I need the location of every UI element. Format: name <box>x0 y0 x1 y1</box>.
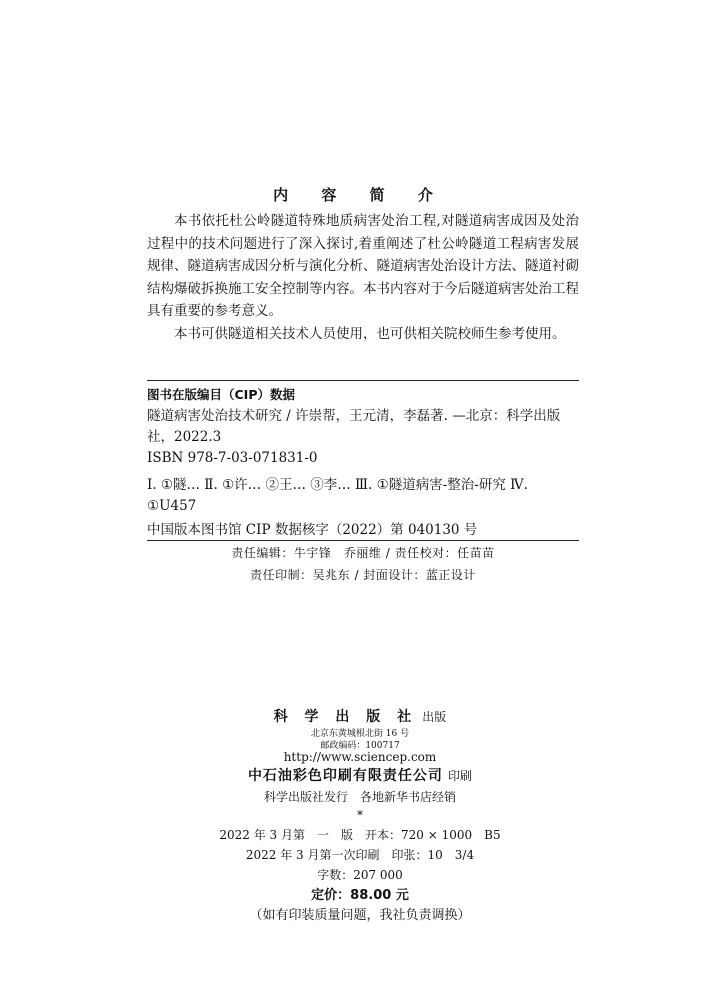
printer-name: 中石油彩色印刷有限责任公司 <box>247 768 443 784</box>
price: 定价：88.00 元 <box>311 888 409 903</box>
summary-body <box>147 210 579 345</box>
summary-paragraph-2: 本书可供隧道相关技术人员使用，也可供相关院校师生参考使用。 <box>174 325 566 342</box>
cip-title-line: 隧道病害处治技术研究 / 许崇帮，王元清，李磊著. —北京：科学出版社，2022.3 <box>147 408 561 445</box>
credits-production: 责任印制：吴兆东 / 封面设计：蓝正设计 <box>250 568 476 582</box>
printing-line: 2022 年 3 月第一次印刷 印张：10 3/4 <box>245 848 475 862</box>
printer-line <box>0 765 720 785</box>
publisher-postcode: 邮政编码：100717 <box>320 741 400 751</box>
printer-action: 印刷 <box>448 769 473 783</box>
publisher-website: http://www.sciencep.com <box>283 750 437 764</box>
publisher-action: 出版 <box>422 710 447 724</box>
cip-bottom-rule <box>147 540 579 541</box>
cip-record-number: 中国版本图书馆 CIP 数据核字（2022）第 040130 号 <box>147 522 478 538</box>
separator-star: * <box>357 808 363 822</box>
word-count: 字数：207 000 <box>317 868 403 882</box>
cip-heading: 图书在版编目（CIP）数据 <box>147 387 295 402</box>
cip-isbn: ISBN 978-7-03-071831-0 <box>147 450 318 466</box>
summary-paragraph-1: 本书依托杜公岭隧道特殊地质病害处治工程,对隧道病害成因及处治过程中的技术问题进行了深入探讨,着重阐述了杜公岭隧道工程病害发展规律、隧道病害成因分析与演化分析、隧道病害处治设计方法、隧道衬砌结构爆破拆换施工安全控制等内容。本书内容对于今后隧道病害处治工程具有重要的参考意义。 <box>147 213 579 319</box>
summary-title: 内 容 简 介 <box>273 186 447 204</box>
edition-line: 2022 年 3 月第 一 版 开本：720 × 1000 B5 <box>219 828 501 842</box>
credits-editors: 责任编辑：牛宇锋 乔丽维 / 责任校对：任苗苗 <box>231 546 495 560</box>
publisher-name: 科 学 出 版 社 <box>273 709 418 725</box>
publisher-line <box>0 706 720 726</box>
quality-notice: （如有印装质量问题，我社负责调换） <box>249 908 471 923</box>
cip-block <box>147 384 579 541</box>
cip-classification: Ⅰ. ①隧… Ⅱ. ①许… ②王… ③李… Ⅲ. ①隧道病害-整治-研究 Ⅳ. ①U457 <box>147 477 528 514</box>
distribution-line: 科学出版社发行 各地新华书店经销 <box>263 790 456 804</box>
publisher-address: 北京东黄城根北街 16 号 <box>310 729 410 739</box>
cip-top-rule <box>147 380 579 381</box>
